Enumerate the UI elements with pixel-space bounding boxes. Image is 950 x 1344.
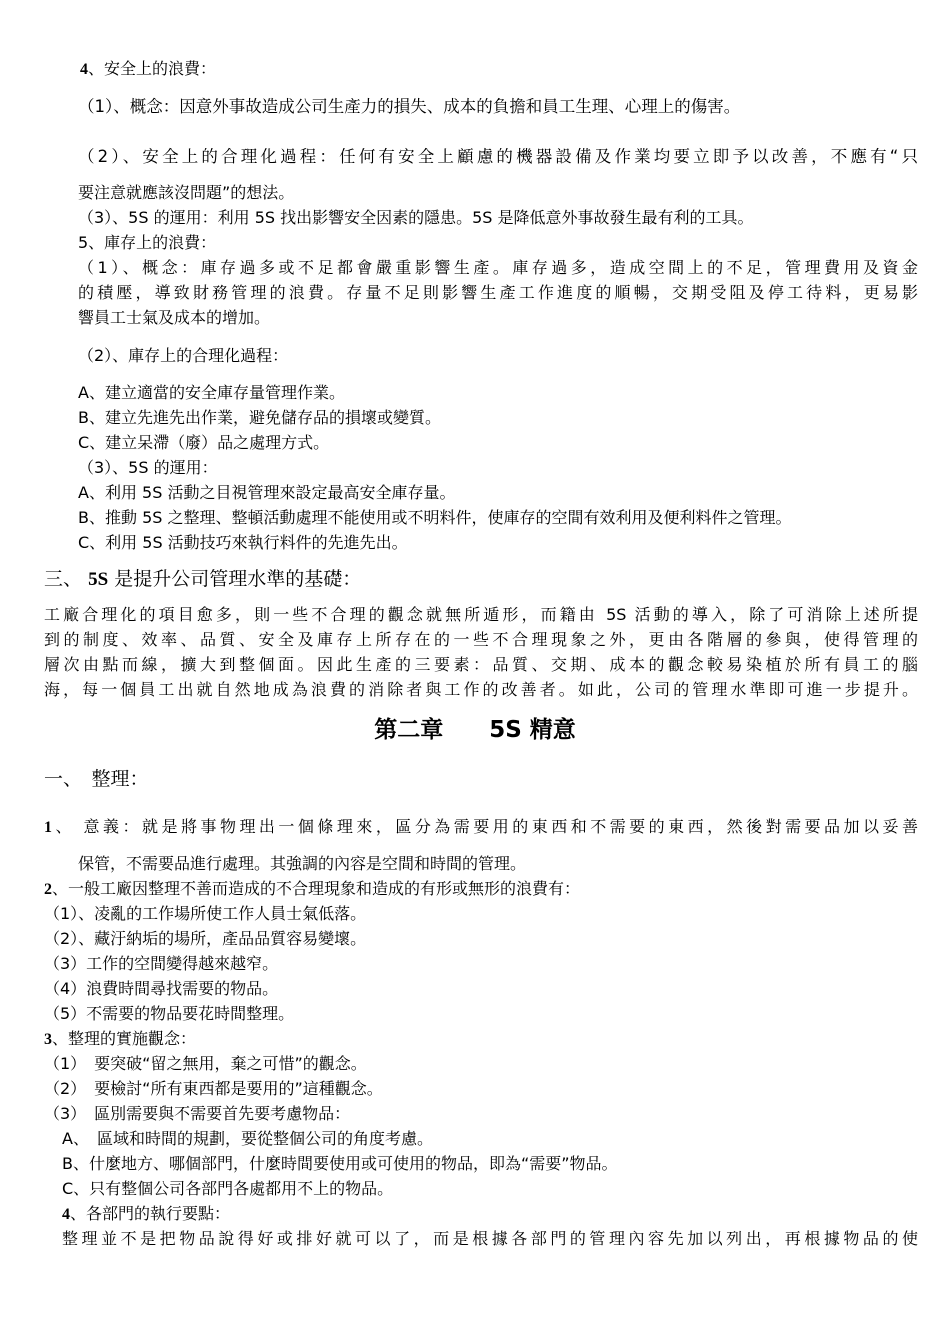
item-2: 2、一般工廠因整理不善而造成的不合理現象和造成的有形或無形的浪費有： — [44, 879, 581, 898]
section-5-item-3-c: C、利用 5S 活動技巧來執行料件的先進先出。 — [78, 533, 408, 552]
section-4-item-1: （1）、概念：因意外事故造成公司生產力的損失、成本的負擔和員工生理、心理上的傷害。 — [78, 97, 741, 116]
item-3-sub-b: B、什麼地方、哪個部門，什麼時間要使用或可使用的物品，即為“需要”物品。 — [62, 1154, 618, 1173]
item-1-line1: 1、 意義：就是將事物理出一個條理來，區分為需要用的東西和不需要的東西，然後對需要品加以妥善 — [44, 817, 918, 836]
item-3: 3、整理的實施觀念： — [44, 1029, 197, 1048]
item-4-text: 整理並不是把物品說得好或排好就可以了，而是根據各部門的管理內容先加以列出，再根據物品的使 — [62, 1229, 918, 1248]
item-3-sub-a: A、 區域和時間的規劃，要從整個公司的角度考慮。 — [62, 1129, 433, 1148]
item-2-sub-4: （4）浪費時間尋找需要的物品。 — [44, 979, 279, 998]
section-5-item-1-line3: 響員工士氣及成本的增加。 — [78, 308, 271, 327]
section-5-item-2-b: B、建立先進先出作業，避免儲存品的損壞或變質。 — [78, 408, 441, 427]
section-5-item-2: （2）、庫存上的合理化過程： — [78, 346, 289, 365]
item-3-sub-c: C、只有整個公司各部門各處都用不上的物品。 — [62, 1179, 394, 1198]
item-4: 4、各部門的執行要點： — [62, 1204, 231, 1223]
chapter-title: 第二章 5S 精意 — [374, 717, 576, 743]
item-2-sub-2: （2）、藏汙納垢的場所，產品品質容易變壞。 — [44, 929, 367, 948]
item-3-sub-3: （3） 區別需要與不需要首先要考慮物品： — [44, 1104, 351, 1123]
section-1-heading: 一、 整理： — [44, 768, 149, 790]
section-4-item-3: （3）、5S 的運用：利用 5S 找出影響安全因素的隱患。5S 是降低意外事故發生最有利的工具。 — [78, 208, 754, 227]
section-3-paragraph-line1: 工廠合理化的項目愈多，則一些不合理的觀念就無所遁形，而籍由 5S 活動的導入，除了可消除上述所提 — [44, 605, 918, 624]
section-5-item-1-line2: 的積壓，導致財務管理的浪費。存量不足則影響生產工作進度的順暢，交期受阻及停工待料，更易影 — [78, 283, 918, 302]
item-2-sub-1: （1）、凌亂的工作場所使工作人員士氣低落。 — [44, 904, 367, 923]
section-5-item-3-b: B、推動 5S 之整理、整頓活動處理不能使用或不明料件，使庫存的空間有效利用及便利料件之管理。 — [78, 508, 792, 527]
section-4-title: 4、安全上的浪費： — [80, 59, 217, 78]
item-3-sub-2: （2） 要檢討“所有東西都是要用的”這種觀念。 — [44, 1079, 383, 1098]
section-3-heading: 三、 5S 是提升公司管理水準的基礎： — [44, 568, 362, 590]
section-5-item-3: （3）、5S 的運用： — [78, 458, 218, 477]
section-3-paragraph-line3: 層次由點而線，擴大到整個面。因此生產的三要素：品質、交期、成本的觀念較易染植於所有員工的腦 — [44, 655, 918, 674]
section-4-item-2-line2: 要注意就應該沒問題”的想法。 — [78, 183, 295, 202]
section-5-item-2-a: A、建立適當的安全庫存量管理作業。 — [78, 383, 345, 402]
item-3-sub-1: （1） 要突破“留之無用，棄之可惜”的觀念。 — [44, 1054, 367, 1073]
section-5-item-1-line1: （1）、概念：庫存過多或不足都會嚴重影響生產。庫存過多，造成空間上的不足，管理費用及資金 — [78, 258, 918, 277]
item-2-sub-3: （3）工作的空間變得越來越窄。 — [44, 954, 279, 973]
section-5-item-3-a: A、利用 5S 活動之目視管理來設定最高安全庫存量。 — [78, 483, 456, 502]
section-4-item-2-line1: （2）、安全上的合理化過程：任何有安全上顧慮的機器設備及作業均要立即予以改善，不應有“只 — [78, 147, 918, 166]
section-3-paragraph-line4: 海，每一個員工出就自然地成為浪費的消除者與工作的改善者。如此，公司的管理水準即可進一步提升。 — [44, 680, 918, 699]
item-2-sub-5: （5）不需要的物品要花時間整理。 — [44, 1004, 295, 1023]
section-5-title: 5、庫存上的浪費： — [78, 233, 217, 252]
section-3-paragraph-line2: 到的制度、效率、品質、安全及庫存上所存在的一些不合理現象之外，更由各階層的參與，使得管理的 — [44, 630, 918, 649]
section-5-item-2-c: C、建立呆滯（廢）品之處理方式。 — [78, 433, 330, 452]
item-1-line2: 保管，不需要品進行處理。其強調的內容是空間和時間的管理。 — [78, 854, 527, 873]
